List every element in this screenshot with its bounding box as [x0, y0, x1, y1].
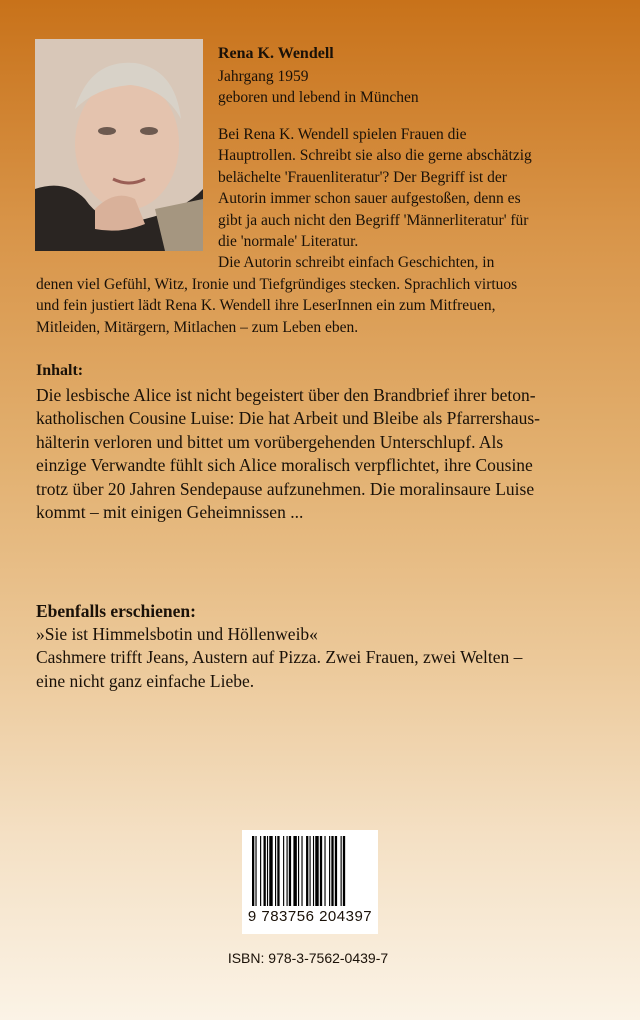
barcode-bar: [277, 836, 279, 906]
barcode-bar: [320, 836, 322, 906]
author-info: [218, 44, 618, 108]
bio-line: Die Autorin schreibt einfach Geschichten, in: [218, 254, 495, 272]
bio-line: denen viel Gefühl, Witz, Ironie und Tiefgründiges stecken. Sprachlich virtuos: [36, 275, 518, 293]
synopsis-line: Die lesbische Alice ist nicht begeistert über den Brandbrief ihrer beton-: [36, 385, 536, 405]
synopsis-heading: Inhalt:: [36, 362, 84, 379]
barcode-bar: [315, 836, 318, 906]
synopsis-section: [36, 360, 611, 524]
bio-line: Hauptrollen. Schreibt sie also die gerne abschätzig: [218, 147, 532, 165]
barcode-bar: [341, 836, 342, 906]
author-residence: geboren und lebend in München: [218, 89, 419, 106]
synopsis-line: katholischen Cousine Luise: Die hat Arbeit und Bleibe als Pfarrershaus-: [36, 408, 540, 429]
bio-line: Autorin immer schon sauer aufgestoßen, denn es: [218, 190, 521, 208]
bio-line: und fein justiert lädt Rena K. Wendell ihre LeserInnen ein zum Mitfreuen,: [36, 297, 496, 315]
barcode-bar: [343, 836, 345, 906]
barcode-bar: [331, 836, 333, 906]
also-published-section: [36, 600, 611, 693]
barcode-bar: [269, 836, 272, 906]
synopsis-line: hälterin verloren und bittet um vorübergehenden Unterschlupf. Als: [36, 431, 504, 452]
bio-line: Mitleiden, Mitärgern, Mitlachen – zum Leben eben.: [36, 318, 359, 336]
barcode-digits: 9 783756 204397: [247, 908, 373, 925]
barcode: [242, 830, 378, 934]
author-name: Rena K. Wendell: [218, 45, 334, 62]
also-published-title: »Sie ist Himmelsbotin und Höllenweib«: [36, 624, 318, 645]
bio-line: belächelte 'Frauenliteratur'? Der Begriff ist der: [218, 168, 507, 186]
barcode-bar: [283, 836, 284, 906]
synopsis-line: kommt – mit einigen Geheimnissen ...: [36, 502, 304, 523]
author-birth-year: Jahrgang 1959: [218, 68, 309, 85]
author-bio: [36, 124, 608, 338]
barcode-bar: [324, 836, 325, 906]
bio-line: die 'normale' Literatur.: [218, 233, 359, 251]
barcode-bar: [260, 836, 261, 906]
barcode-bar: [313, 836, 314, 906]
barcode-bar: [335, 836, 337, 906]
bio-line: Bei Rena K. Wendell spielen Frauen die: [218, 126, 467, 143]
barcode-bar: [264, 836, 266, 906]
barcode-bar: [252, 836, 254, 906]
barcode-bar: [275, 836, 276, 906]
barcode-bar: [329, 836, 330, 906]
also-published-heading: Ebenfalls erschienen:: [36, 601, 196, 621]
barcode-bars: [252, 836, 368, 906]
bio-line: gibt ja auch nicht den Begriff 'Männerliteratur' für: [218, 211, 529, 229]
synopsis-line: einzige Verwandte fühlt sich Alice moralisch verpflichtet, ihre Cousine: [36, 455, 533, 476]
barcode-bar: [293, 836, 296, 906]
barcode-bar: [301, 836, 302, 906]
barcode-bar: [267, 836, 268, 906]
barcode-bar: [306, 836, 308, 906]
also-published-line: eine nicht ganz einfache Liebe.: [36, 670, 255, 691]
synopsis-line: trotz über 20 Jahren Sendepause aufzunehmen. Die moralinsaure Luise: [36, 478, 535, 499]
also-published-line: Cashmere trifft Jeans, Austern auf Pizza. Zwei Frauen, zwei Welten –: [36, 647, 523, 668]
barcode-bar: [310, 836, 311, 906]
barcode-bar: [255, 836, 256, 906]
isbn-number: ISBN: 978-3-7562-0439-7: [227, 950, 389, 966]
barcode-bar: [287, 836, 288, 906]
barcode-bar: [298, 836, 299, 906]
barcode-bar: [289, 836, 291, 906]
synopsis-text: [36, 384, 611, 524]
